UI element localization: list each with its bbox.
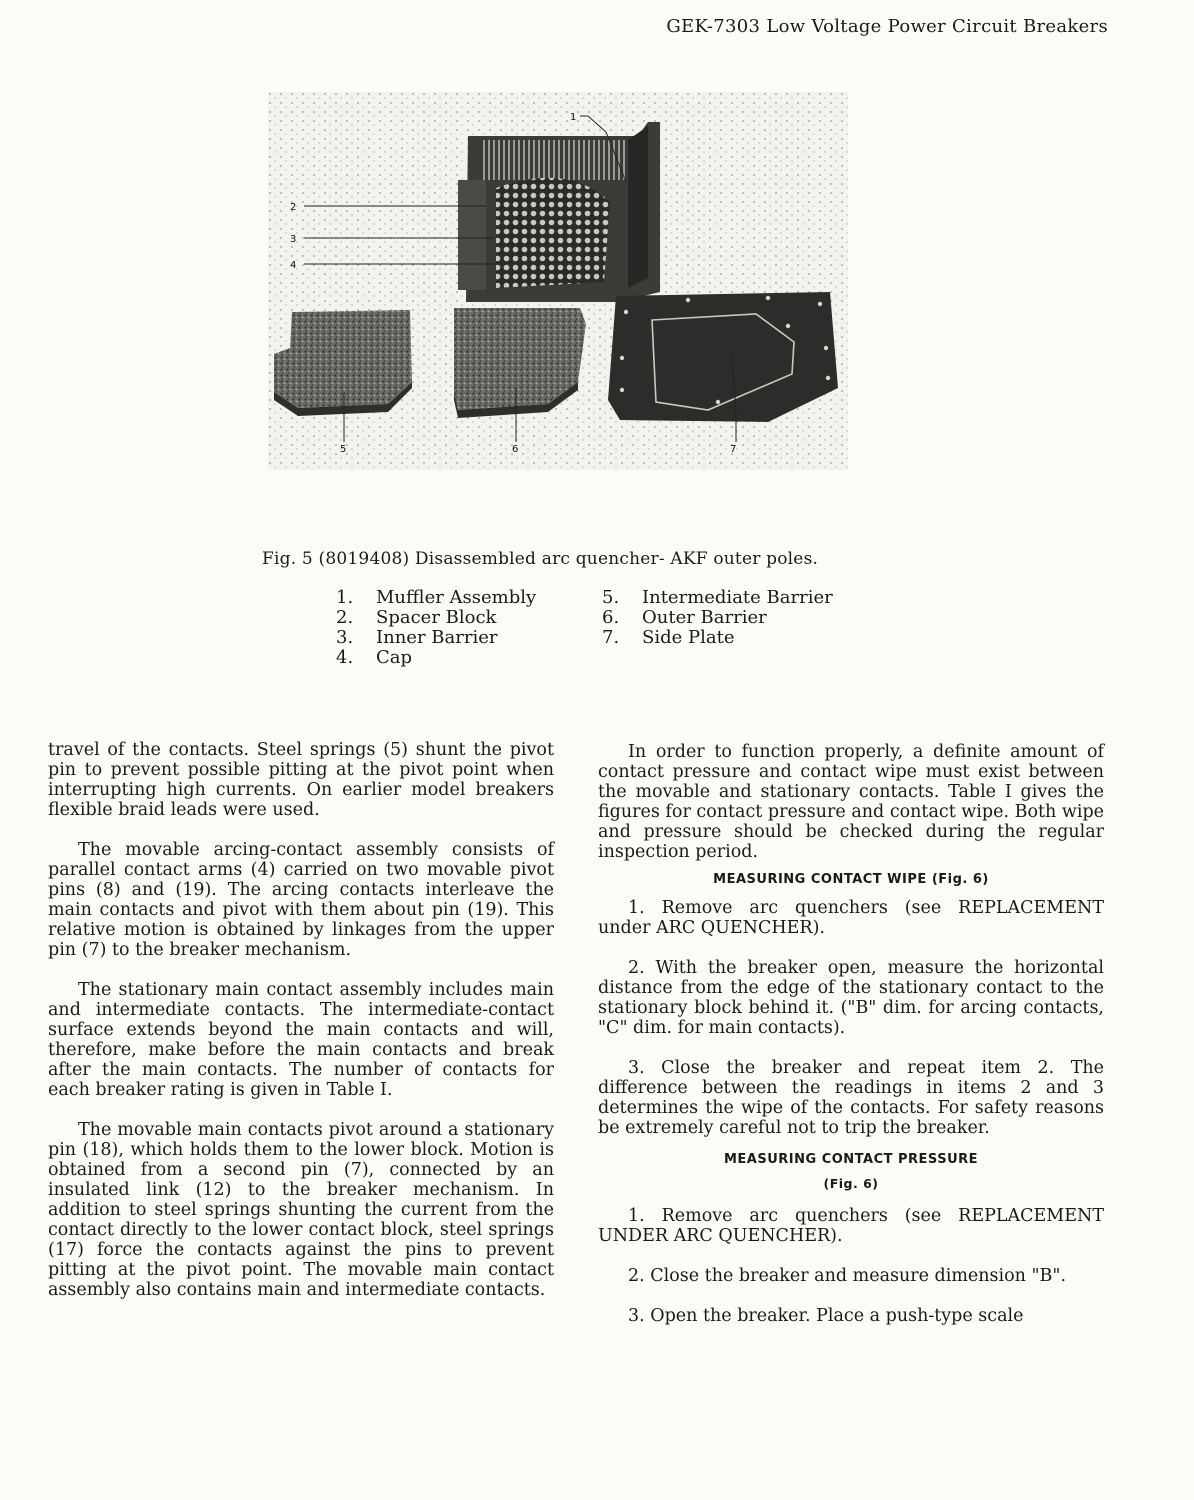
side-plate-part xyxy=(608,292,838,422)
step-item: 2. Close the breaker and measure dimension "B". xyxy=(628,1266,1067,1286)
legend-item: 4. Cap xyxy=(336,647,413,668)
figure-legend xyxy=(336,588,896,678)
muffler-assembly-part xyxy=(458,122,660,302)
section-heading-wipe: MEASURING CONTACT WIPE (Fig. 6) xyxy=(713,872,989,887)
figure-caption: Fig. 5 (8019408) Disassembled arc quencher- AKF outer poles. xyxy=(262,549,819,569)
legend-left-column xyxy=(336,588,536,668)
right-text-column xyxy=(598,742,1104,1326)
paragraph: The movable main contacts pivot around a stationary pin (18), which holds them to the lower block. Motion is obtained from a second pin (7), connected by an insulated link (12) to the breaker mechanism. In addition to steel springs shunting the current from the contact directly to the lower contact block, steel springs (17) force the contacts against the pins to prevent pitting at the pivot point. The movable main contact assembly also contains main and intermediate contacts. xyxy=(48,1120,554,1300)
legend-item: 1. Muffler Assembly xyxy=(336,587,537,608)
step-item: 1. Remove arc quenchers (see REPLACEMENT under ARC QUENCHER). xyxy=(598,898,1104,938)
label-2: 2 xyxy=(290,202,297,213)
left-text-column xyxy=(48,740,554,1300)
step-item: 3. Open the breaker. Place a push-type scale xyxy=(628,1306,1024,1326)
step-item: 2. With the breaker open, measure the horizontal distance from the edge of the stationary contact to the stationary block behind it. ("B" dim. for arcing contacts, "C" dim. for main contacts). xyxy=(598,958,1104,1038)
paragraph: travel of the contacts. Steel springs (5) shunt the pivot pin to prevent possible pitting at the pivot point when interrupting high currents. On earlier model breakers flexible braid leads were used. xyxy=(48,740,554,820)
legend-item: 6. Outer Barrier xyxy=(602,607,767,628)
page-header: GEK-7303 Low Voltage Power Circuit Breakers xyxy=(666,16,1108,37)
label-1: 1 xyxy=(570,112,577,123)
paragraph: The stationary main contact assembly includes main and intermediate contacts. The intermediate-contact surface extends beyond the main contacts and will, therefore, make before the main contacts and break after the main contacts. The number of contacts for each breaker rating is given in Table I. xyxy=(48,980,554,1100)
legend-right-column xyxy=(602,588,833,648)
paragraph: In order to function properly, a definite amount of contact pressure and contact wipe must exist between the movable and stationary contacts. Table I gives the figures for contact pressure and contact wipe. Both wipe and pressure should be checked during the regular inspection period. xyxy=(598,742,1104,862)
label-7: 7 xyxy=(730,444,737,455)
label-4: 4 xyxy=(290,260,297,271)
legend-item: 5. Intermediate Barrier xyxy=(602,587,833,608)
step-item: 1. Remove arc quenchers (see REPLACEMENT UNDER ARC QUENCHER). xyxy=(598,1206,1104,1246)
label-5: 5 xyxy=(340,444,347,455)
label-3: 3 xyxy=(290,234,297,245)
step-item: 3. Close the breaker and repeat item 2. The difference between the readings in items 2 and 3 determines the wipe of the contacts. For safety reasons be extremely careful not to trip the breaker. xyxy=(598,1058,1104,1138)
label-6: 6 xyxy=(512,444,519,455)
intermediate-barrier-part xyxy=(274,310,412,416)
legend-item: 2. Spacer Block xyxy=(336,607,497,628)
section-heading-pressure-fig: (Fig. 6) xyxy=(823,1176,879,1191)
legend-item: 7. Side Plate xyxy=(602,627,735,648)
arc-quencher-photo xyxy=(268,92,848,470)
section-heading-pressure: MEASURING CONTACT PRESSURE xyxy=(723,1152,979,1167)
legend-item: 3. Inner Barrier xyxy=(336,627,498,648)
paragraph: The movable arcing-contact assembly consists of parallel contact arms (4) carried on two movable pivot pins (8) and (19). The arcing contacts interleave the main contacts and pivot with them about pin (19). This relative motion is obtained by linkages from the upper pin (7) to the breaker mechanism. xyxy=(48,840,554,960)
